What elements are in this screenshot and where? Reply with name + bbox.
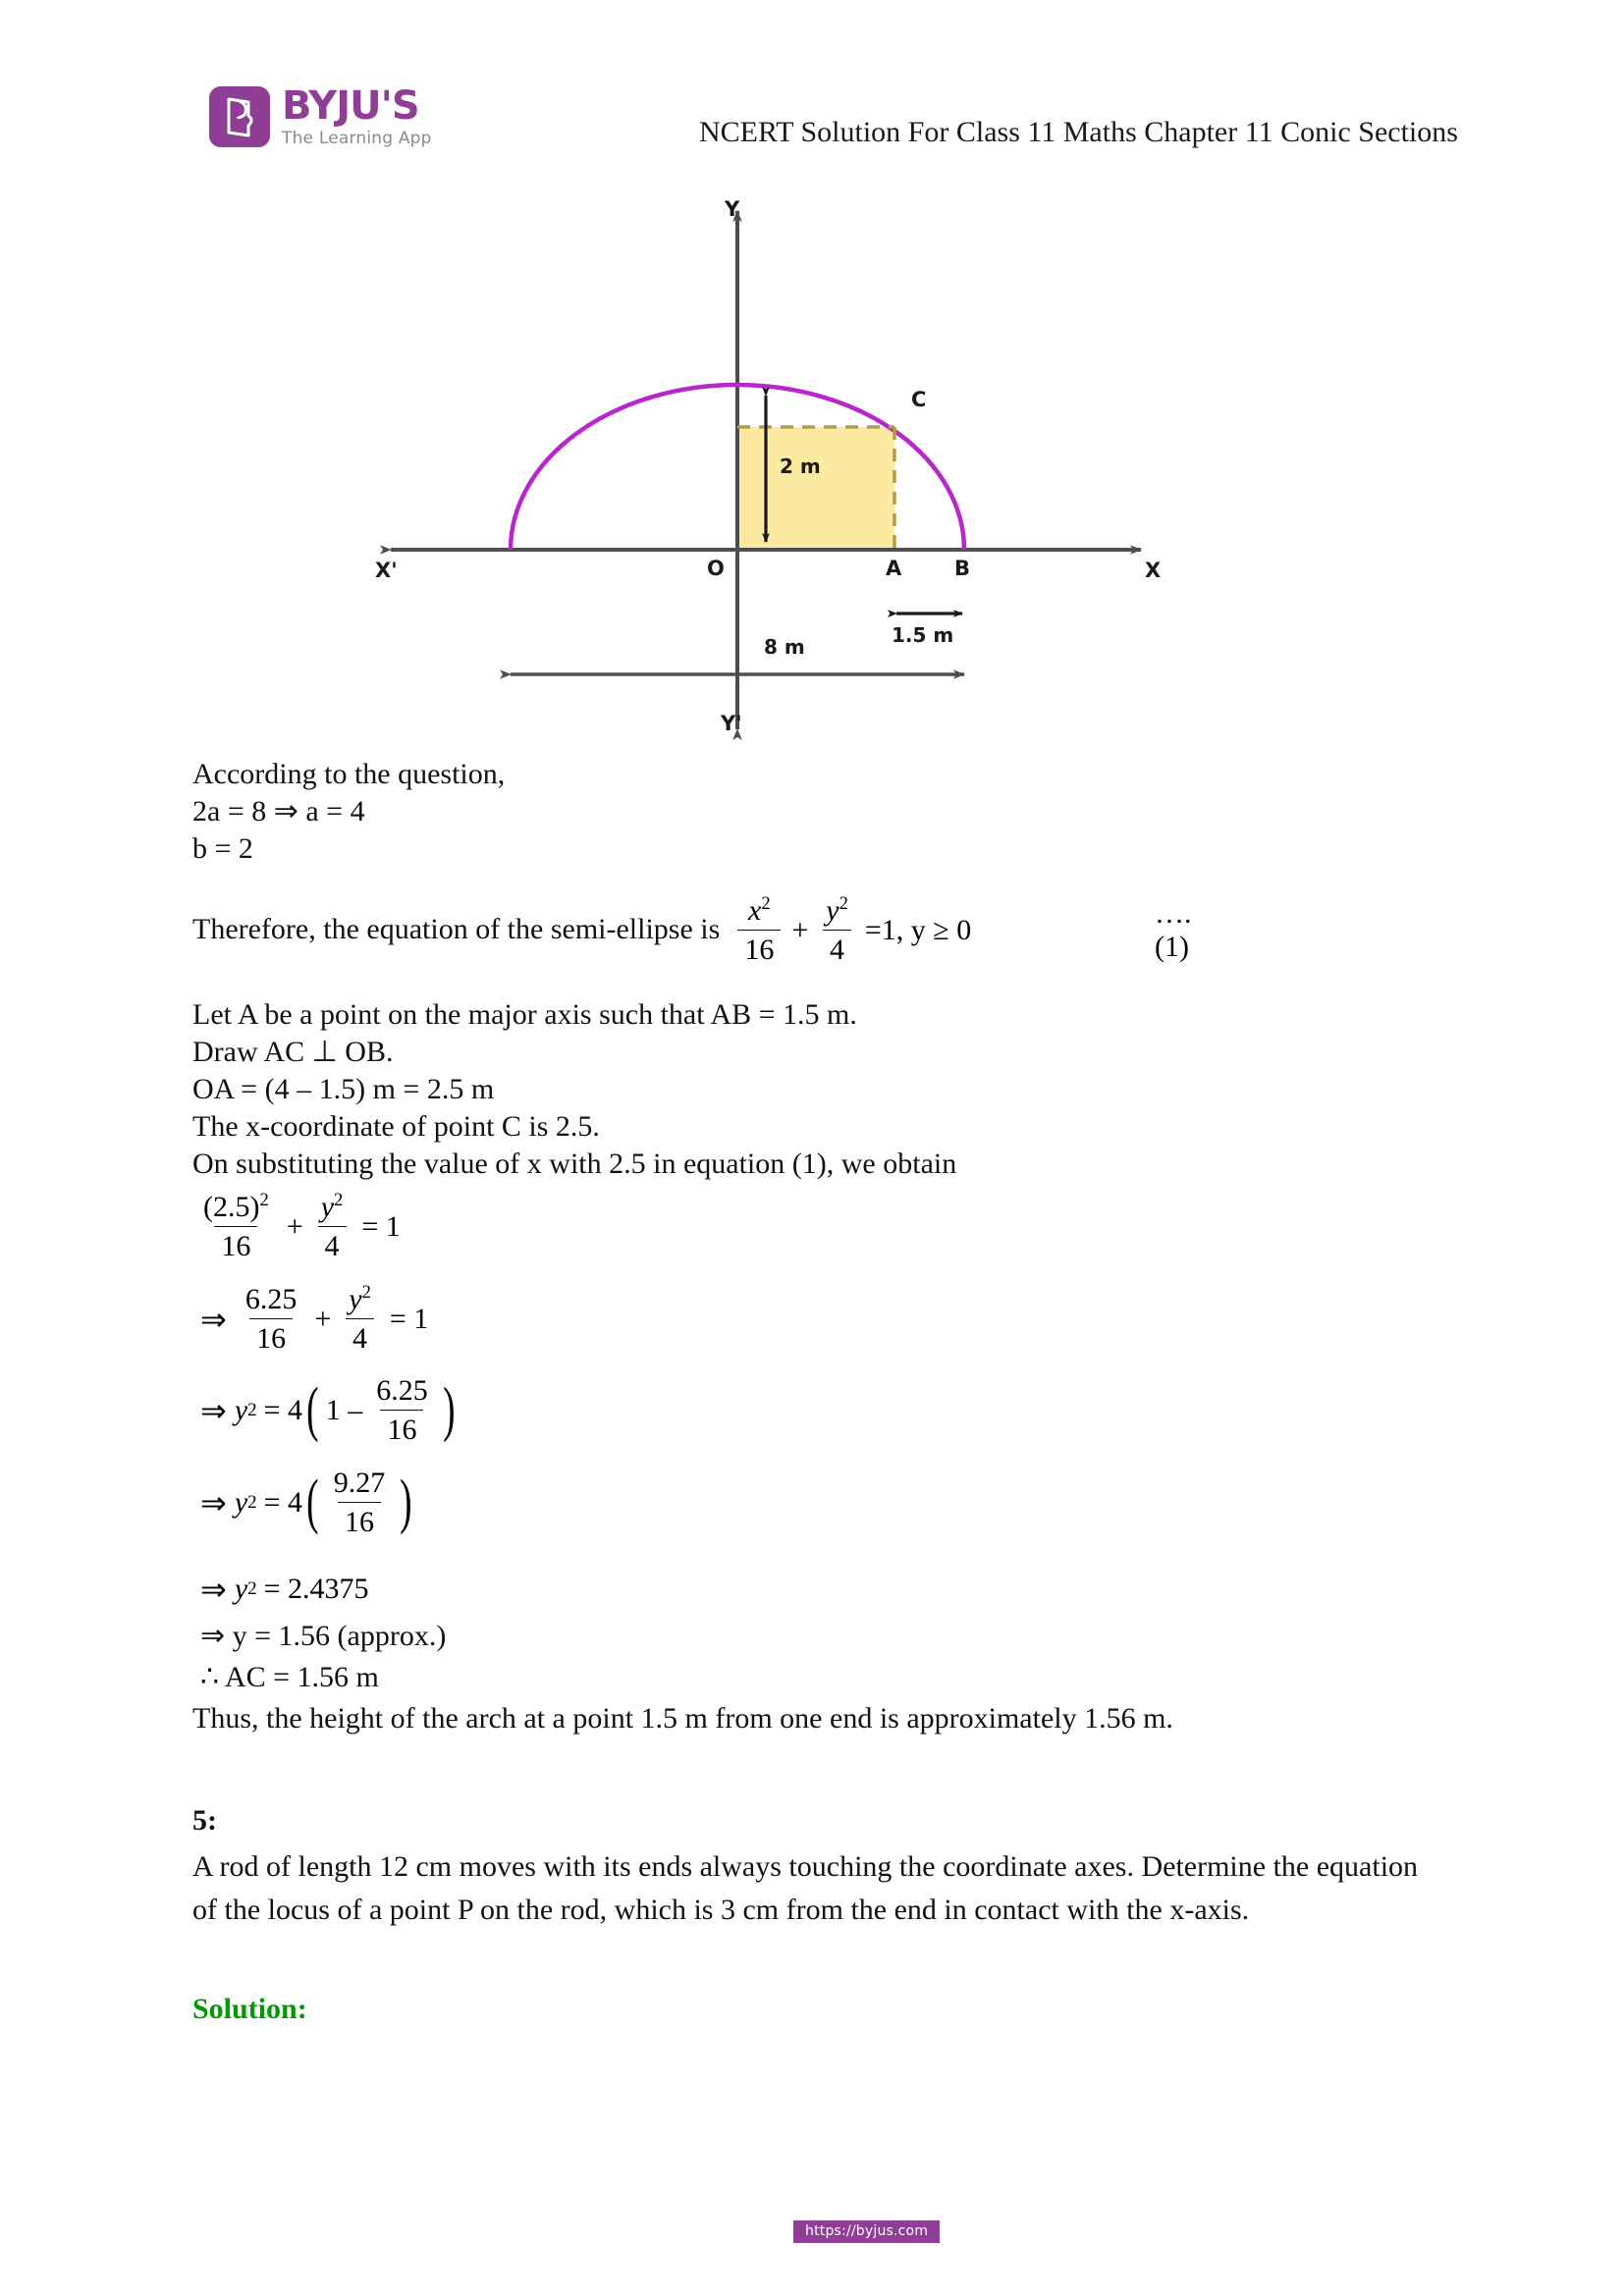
point-label-a: A [886, 557, 902, 580]
text-conclusion: Thus, the height of the arch at a point 1.5 m from one end is approximately 1.56 m. [192, 1702, 1173, 1735]
equation-1-lead: Therefore, the equation of the semi-ellipse is [192, 913, 721, 946]
step1-fraction-1 [196, 1190, 276, 1263]
math-step-4 [200, 1467, 416, 1539]
text-on-substituting: On substituting the value of x with 2.5 in equation (1), we obtain [192, 1148, 957, 1180]
step1-den-2: 4 [318, 1226, 347, 1263]
step3-lhs: y [234, 1394, 248, 1426]
page-title: NCERT Solution For Class 11 Maths Chapter 11 Conic Sections [699, 116, 1458, 148]
step5-arrow: ⇒ [200, 1572, 227, 1607]
axis-label-y-prime: Y' [721, 712, 742, 735]
step4-paren-close: ) [400, 1468, 412, 1536]
text-2a-equals-8: 2a = 8 ⇒ a = 4 [192, 795, 365, 828]
step4-fraction [327, 1467, 393, 1539]
math-step-2 [200, 1282, 428, 1356]
step5-lhs: y [234, 1573, 248, 1605]
step5-lhs-exp: 2 [247, 1578, 257, 1599]
eq1-x-exp: 2 [761, 893, 771, 914]
eq1-x-den: 16 [737, 930, 781, 967]
text-draw-ac-perp: Draw AC ⊥ OB. [192, 1036, 394, 1068]
step1-den-1: 16 [214, 1226, 257, 1263]
step4-eq: = 4 [263, 1486, 303, 1519]
text-x-coordinate-c: The x-coordinate of point C is 2.5. [192, 1110, 600, 1143]
math-step-7: ∴ AC = 1.56 m [200, 1661, 379, 1693]
question-5-text: A rod of length 12 cm moves with its ends always touching the coordinate axes. Determine the equation of the locus of a point P on the rod, which is 3 cm from the end in contact with the x-axis. [192, 1850, 1419, 1926]
logo-wordmark: BYJU'S [282, 83, 419, 129]
step2-num-2-exp: 2 [361, 1282, 371, 1303]
eq1-y-den: 4 [823, 930, 851, 967]
axis-label-x: X [1145, 559, 1162, 582]
step2-den-2: 4 [346, 1318, 374, 1356]
step3-inner-lead: 1 – [325, 1394, 363, 1426]
step2-fraction-2 [342, 1282, 378, 1356]
step3-eq: = 4 [263, 1394, 303, 1426]
text-according-to-question: According to the question, [192, 758, 506, 790]
question-5-number: 5: [192, 1804, 217, 1837]
step4-lhs: y [234, 1486, 248, 1519]
step2-den-1: 16 [249, 1318, 293, 1356]
step3-lhs-exp: 2 [247, 1400, 257, 1420]
byjus-logo [209, 83, 432, 148]
page-header [0, 0, 1624, 187]
step4-arrow: ⇒ [200, 1485, 227, 1521]
equation-1-reference: ….(1) [1155, 896, 1192, 963]
step2-tail: = 1 [389, 1302, 429, 1335]
step3-paren-close: ) [442, 1376, 456, 1444]
step2-fraction-1 [239, 1283, 304, 1356]
step1-num-1-wrap [196, 1190, 276, 1226]
math-step-6: ⇒ y = 1.56 (approx.) [200, 1620, 447, 1652]
equation-1-fraction-x [737, 893, 781, 967]
eq1-y-exp: 2 [839, 893, 848, 914]
text-let-a-be-point: Let A be a point on the major axis such that AB = 1.5 m. [192, 998, 857, 1031]
step2-num-1: 6.25 [244, 1282, 298, 1315]
step2-arrow: ⇒ [200, 1301, 227, 1337]
step3-den: 16 [380, 1410, 423, 1447]
point-label-b: B [954, 557, 971, 580]
point-label-c: C [911, 388, 927, 411]
text-b-equals-2: b = 2 [192, 832, 253, 865]
equation-1-row [192, 893, 1192, 967]
step4-paren-open: ( [306, 1468, 319, 1536]
equation-1-fraction-y [819, 893, 855, 967]
math-step-3 [200, 1374, 459, 1447]
axis-label-x-prime: X' [375, 559, 398, 582]
step3-fraction [369, 1374, 435, 1447]
text-oa-value: OA = (4 – 1.5) m = 2.5 m [192, 1073, 495, 1105]
measure-label-ab: 1.5 m [892, 623, 954, 647]
step1-plus: + [286, 1209, 303, 1243]
byjus-logo-icon [209, 86, 270, 147]
step1-num-1-exp: 2 [259, 1190, 269, 1210]
math-step-5 [200, 1571, 369, 1608]
eq1-tail: =1, y ≥ 0 [864, 913, 972, 946]
step1-tail: = 1 [361, 1209, 401, 1243]
step4-lhs-exp: 2 [247, 1492, 257, 1513]
step1-num-2-exp: 2 [334, 1190, 344, 1210]
step2-num-2: y [349, 1283, 362, 1315]
step1-num-1: (2.5) [203, 1191, 260, 1223]
semi-elliptical-arch-diagram [373, 191, 1162, 751]
step1-fraction-2 [314, 1190, 351, 1263]
measure-label-height: 2 m [780, 454, 821, 478]
step2-plus: + [314, 1302, 332, 1335]
axis-label-y: Y [725, 197, 740, 221]
solution-heading: Solution: [192, 1993, 307, 2025]
arch-height-rectangle [737, 427, 894, 550]
step4-num: 9.27 [333, 1467, 386, 1499]
eq1-x-num: x [748, 894, 762, 927]
math-step-1 [192, 1190, 401, 1263]
eq1-y-num: y [826, 894, 839, 927]
step3-paren-open: ( [306, 1376, 319, 1444]
step3-num: 6.25 [376, 1374, 428, 1407]
measure-label-span: 8 m [764, 635, 805, 659]
logo-tagline: The Learning App [282, 129, 432, 148]
step3-arrow: ⇒ [200, 1393, 227, 1428]
step5-rhs: = 2.4375 [263, 1573, 369, 1605]
point-label-o: O [707, 557, 725, 580]
step1-num-2: y [320, 1191, 335, 1223]
step4-den: 16 [338, 1502, 381, 1539]
footer-url-badge[interactable]: https://byjus.com [793, 2220, 940, 2243]
eq1-plus: + [791, 913, 809, 946]
